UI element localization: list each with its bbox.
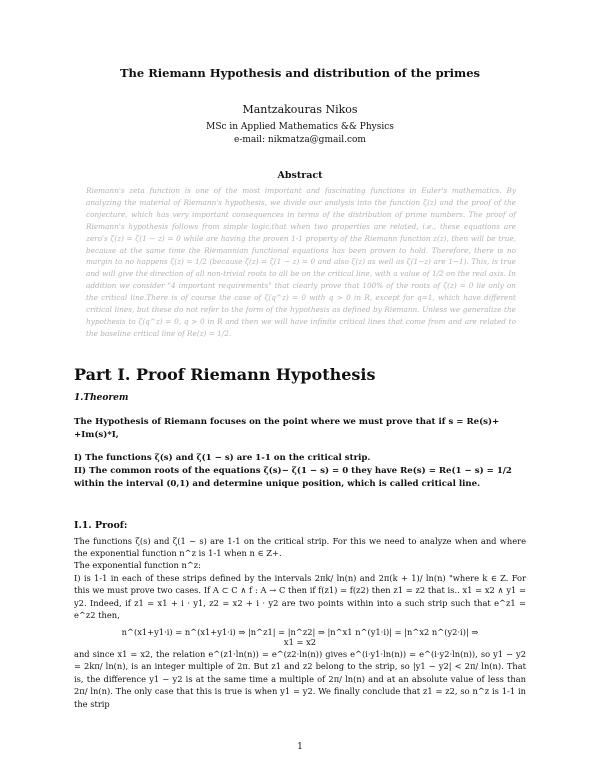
claim-1: I) The functions ζ(s) and ζ(1 − s) are 1-1 on the critical strip.: [74, 453, 371, 463]
part-heading: Part I. Proof Riemann Hypothesis: [74, 365, 376, 384]
claim-2: II) The common roots of the equations ζ(s)− ζ(1 − s) = 0 they have Re(s) = Re(1 − s) = 1/2 within the interval (0,1) and determine unique position, which is called critical line.: [74, 466, 512, 489]
theorem-label: 1.Theorem: [74, 393, 129, 403]
author-name: Mantzakouras Nikos: [242, 103, 358, 116]
proof-paragraph-1: The functions ζ(s) and ζ(1 − s) are 1-1 on the critical strip. For this we need to analyze when and where the exponential function n^z is 1-1 when n ∈ Z+.: [74, 536, 526, 559]
abstract-heading: Abstract: [277, 170, 323, 181]
proof-paragraph-2: The exponential function n^z:: [74, 560, 201, 570]
proof-paragraph-4: and since x1 = x2, the relation e^(z1·ln(n)) = e^(z2·ln(n)) gives e^(i·y1·ln(n)) = e^(i·y2·ln(n)), so y1 − y2 = 2kπ/ ln(n), is an integer multiple of 2π. But z1 and z2 belong to the strip, so |y1 − y2| < 2π/ ln(n). That is, the difference y1 − y2 is at the same time a multiple of 2π/ ln(n) and at an absolute value of less than 2π/ ln(n). The only case that this is true is when y1 = y2. We finally conclude that z1 = z2, so n^z is 1-1 in the strip: [74, 649, 526, 709]
page-number: 1: [297, 742, 303, 752]
abstract-text: Riemann's zeta function is one of the most important and fascinating functions in Euler's mathematics. By analyzing the material of Riemann's hypothesis, we divide our analysis into the function ζ(z) and the proof of the conjecture, which has very important consequences in terms of the distribution of prime numbers. The proof of Riemann's hypothesis follows from simple logic,that when two properties are related, i.e., these equations are zero's ζ(z) = ζ(1 − z) = 0 while are having the proven 1-1 property of the Riemann function z(z), then will be true, because at the same time the Riemannian functional equations has been proven to hold. Therefore, there is no margin to no happens ζ(z) = 1/2 (because ζ(z) = ζ(1 − z) = 0 and also ζ(z) as well as ζ(1−z) are 1−1). This, is true and will give the direction of all non-trivial roots to all be on the critical line, with a value of 1/2 on the real axis. In addition we consider "4 important requirements" that clearly prove that 100% of the roots of ζ(z) = 0 lie only on the critical line.There is of course the case of ζ(q^z) = 0 with q > 0 in R, except for q=1, which have different critical lines, but these do not refer to the form of the hypothesis as defined by Riemann. Unless we generalize the hypothesis to ζ(q^z) = 0, q > 0 in R and then we will have infinite critical lines that come from and are related to the baseline critical line of Re(z) = 1/2.: [86, 186, 516, 338]
equation: n^(x1+y1·i) = n^(x1+y1·i) ⇒ |n^z1| = |n^z2| ⇒ |n^x1 n^(y1·i)| = |n^x2 n^(y2·i)| ⇒ x1 = x2: [121, 627, 479, 647]
author-affiliation: MSc in Applied Mathematics && Physics: [206, 122, 394, 132]
theorem-statement: The Hypothesis of Riemann focuses on the point where we must prove that if s = Re(s)+ +Im(s)*I,: [74, 417, 500, 440]
paper-title: The Riemann Hypothesis and distribution of the primes: [119, 66, 481, 80]
author-email: e-mail: nikmatza@gmail.com: [234, 135, 366, 145]
proof-paragraph-3: I) is 1-1 in each of these strips defined by the intervals 2πk/ ln(n) and 2π(k + 1)/ ln(n) "where k ∈ Z. For this we must prove two cases. If A ⊂ C ∧ f : A → C then if f(z1) = f(z2) then z1 = z2 that is.. x1 = x2 ∧ y1 = y2. Indeed, if z1 = x1 + i · y1, z2 = x2 + i · y2 are two points within into a such strip such that e^z1 = e^z2 then,: [74, 573, 526, 621]
section-heading: I.1. Proof:: [74, 520, 128, 531]
